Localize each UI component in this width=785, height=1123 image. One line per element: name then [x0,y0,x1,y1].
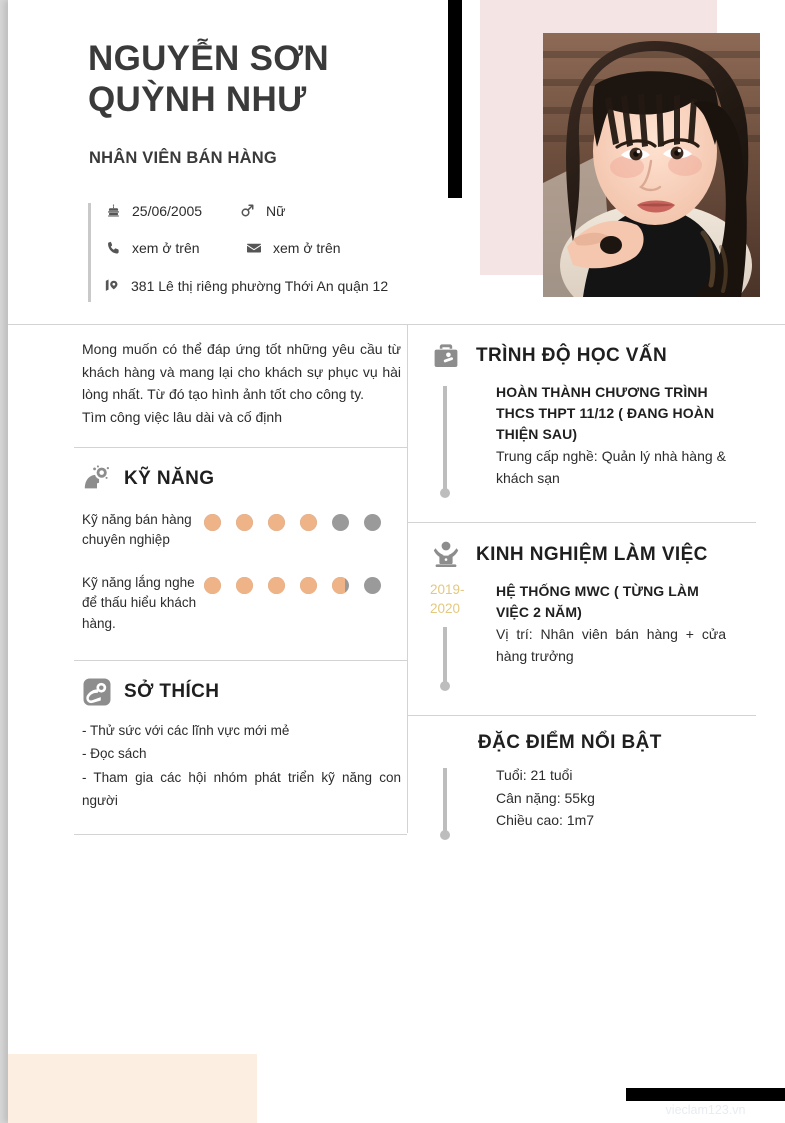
education-heading: HOÀN THÀNH CHƯƠNG TRÌNH THCS THPT 11/12 ( ĐANG HOÀN THIỆN SAU) [496,384,715,442]
avatar [543,33,760,297]
highlights-header [430,732,726,754]
timeline-bar [430,581,496,693]
experience-title: KINH NGHIỆM LÀM VIỆC [476,544,708,565]
birthday-cake-icon [102,203,124,219]
education-detail: Trung cấp nghề: Quản lý nhà hàng & khách sạn [496,448,726,486]
hobbies-section [74,661,407,812]
skill-dot-fill [300,577,317,594]
header [8,0,785,324]
contact-gender [236,203,285,219]
list-item: Cân nặng: 55kg [496,789,595,806]
skill-dot-fill [236,577,253,594]
skill-dot-fill [300,514,317,531]
worker-desk-icon [430,539,462,571]
left-divider-3 [74,834,407,835]
experience-period: 2019-2020 [430,582,465,616]
list-item: - Đọc sách [82,746,147,762]
skill-dot [204,514,221,531]
experience-heading: HỆ THỐNG MWC ( TỪNG LÀM VIỆC 2 NĂM) [496,583,699,620]
objective-paragraph: Mong muốn có thể đáp ứng tốt những yêu cầu từ khách hàng và mang lại cho khách sự phục vụ hài lòng nhất. Từ đó tạo hình ảnh tốt cho công ty. [82,341,401,403]
peach-accent-block [8,1054,257,1123]
skill-rating-dots [204,573,381,594]
timeline-end-dot [440,681,450,691]
education-timeline [430,382,726,500]
list-item: - Thử sức với các lĩnh vực mới mẻ [82,723,290,739]
experience-timeline [430,581,726,693]
timeline-line [443,627,447,683]
timeline-bar [430,764,496,842]
phone-icon [102,240,124,256]
timeline-bar [430,382,496,500]
skill-dot-fill [268,514,285,531]
skill-item [82,573,401,635]
timeline-line [443,768,447,832]
skill-dot-fill [332,577,345,594]
skill-dot-fill [236,514,253,531]
objective-section [74,330,407,429]
contact-email-value: xem ở trên [273,240,341,256]
skills-header [82,448,401,500]
skill-dot [204,577,221,594]
skill-rating-dots [204,510,381,531]
experience-section [408,523,756,716]
skill-label: Kỹ năng bán hàng chuyên nghiệp [82,511,192,548]
portrait-photo-icon [543,33,760,297]
objective-line-2: Tìm công việc lâu dài và cố định [82,409,282,426]
education-title: TRÌNH ĐỘ HỌC VẤN [476,345,668,366]
experience-header [430,539,726,571]
hobbies-title: SỞ THÍCH [124,681,220,703]
briefcase-icon [430,340,462,372]
map-location-icon [101,277,123,294]
job-title: NHÂN VIÊN BÁN HÀNG [89,149,277,167]
right-column [408,324,756,864]
hobby-badge-icon [82,677,112,707]
contact-phone[interactable] [102,240,200,256]
skills-title: KỸ NĂNG [124,467,215,489]
skill-dot [364,577,381,594]
skill-dot-fill [204,577,221,594]
skill-dot-fill [204,514,221,531]
highlights-timeline [430,764,726,842]
contact-address [101,277,388,294]
contact-gender-value: Nữ [266,203,286,219]
highlights-section [408,716,756,864]
black-accent-bar [448,0,462,198]
skill-dot-fill [268,577,285,594]
skill-dot [300,577,317,594]
skills-section [74,448,407,635]
list-item: Chiều cao: 1m7 [496,812,595,829]
name-line-1: NGUYỄN SƠN [88,39,329,78]
highlights-title: ĐẶC ĐIỂM NỔI BẬT [478,732,662,753]
skill-item [82,510,401,551]
skill-dot [236,577,253,594]
black-footer-bar [626,1088,785,1101]
timeline-line [443,386,447,490]
skill-dot [268,577,285,594]
contact-email[interactable] [243,240,341,256]
name-line-2: QUỲNH NHƯ [88,80,307,120]
skill-dot [332,577,349,594]
hobbies-header [82,661,401,713]
skill-dot [364,514,381,531]
contact-address-value: 381 Lê thị riêng phường Thới An quận 12 [131,277,389,294]
page-title [88,38,448,121]
skill-dot [268,514,285,531]
experience-detail: Vị trí: Nhân viên bán hàng + cửa hàng trưởng [496,626,726,664]
head-idea-icon [82,464,112,494]
education-header [430,340,726,372]
list-item: - Tham gia các hội nhóm phát triển kỹ năng con người [82,769,401,808]
gender-icon [236,203,258,219]
education-section [408,324,756,523]
skill-label: Kỹ năng lắng nghe để thấu hiểu khách hàng. [82,574,197,631]
education-body [496,382,726,500]
resume-page [8,0,785,1123]
timeline-end-dot [440,488,450,498]
watermark: vieclam123.vn [665,1103,746,1117]
contact-accent-line [88,203,91,302]
envelope-icon [243,240,265,256]
contact-birthday-value: 25/06/2005 [132,203,203,219]
list-item: Tuổi: 21 tuổi [496,767,573,783]
contact-phone-value: xem ở trên [132,240,200,256]
hobbies-list [82,713,401,812]
timeline-end-dot [440,830,450,840]
left-column [74,330,407,835]
skill-dot [300,514,317,531]
experience-body [496,581,726,693]
contact-birthday [102,203,202,219]
skill-dot [236,514,253,531]
highlights-body [496,764,726,842]
skill-dot [332,514,349,531]
